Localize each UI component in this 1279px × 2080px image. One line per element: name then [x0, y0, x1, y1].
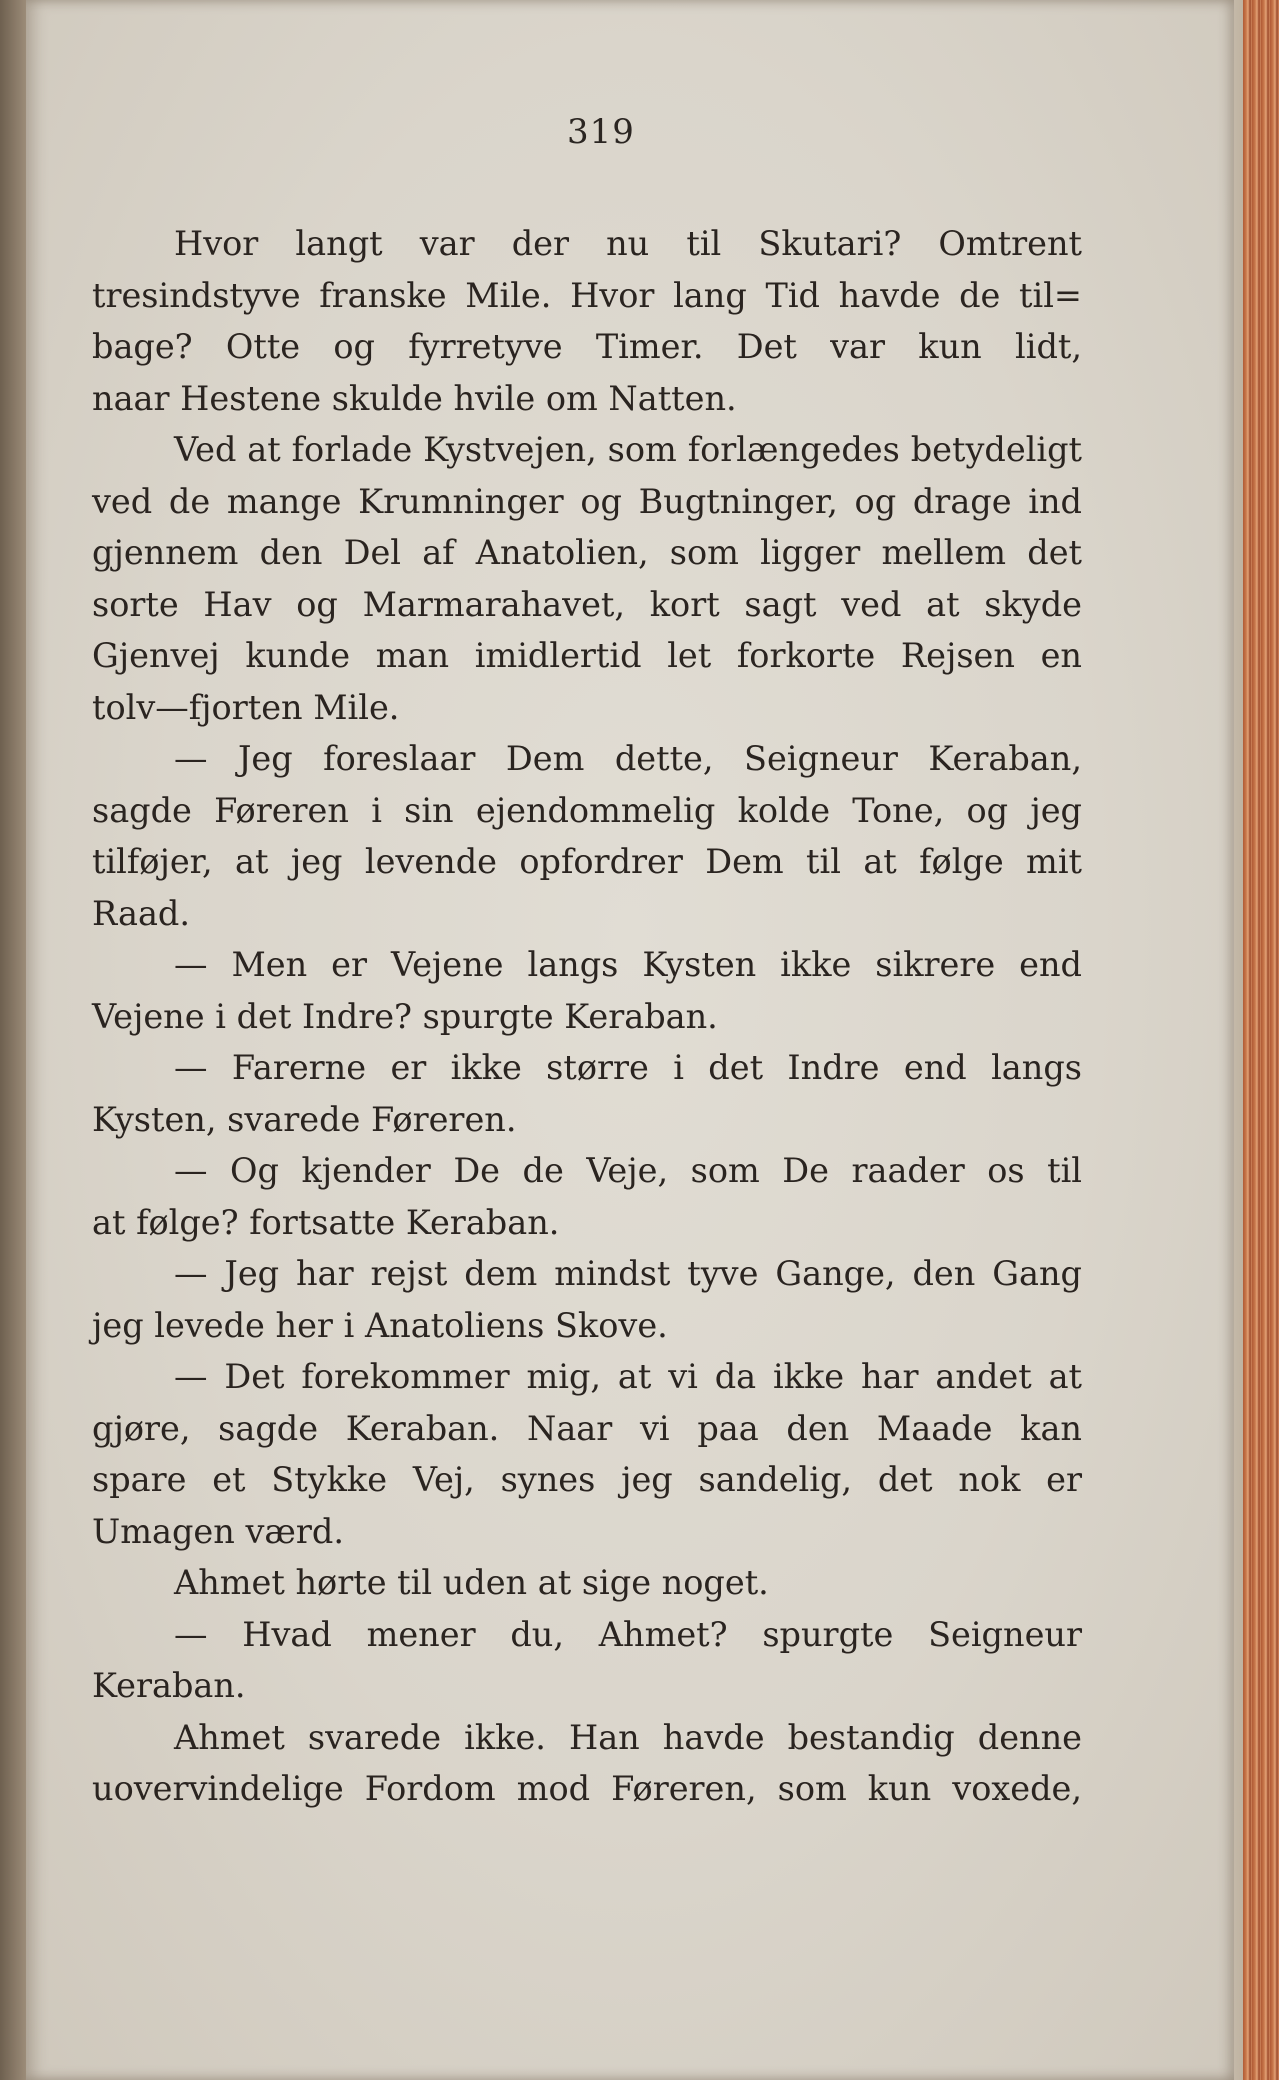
text-line: uovervindelige Fordom mod Føreren, som kun voxede, [92, 1769, 1082, 1808]
text-line: Hvor langt var der nu til Skutari? Omtrent [174, 224, 1082, 263]
text-line: Kysten, svarede Føreren. [92, 1099, 517, 1139]
body-text [92, 218, 1082, 1815]
text-line: Umagen værd. [92, 1511, 344, 1551]
page-edge [1243, 0, 1279, 2080]
text-line: — Men er Vejene langs Kysten ikke sikrere end [174, 945, 1082, 984]
text-line: gjøre, sagde Keraban. Naar vi paa den Maade kan [92, 1408, 1082, 1448]
text-line: tolv—fjorten Mile. [92, 687, 400, 727]
text-line: Vejene i det Indre? spurgte Keraban. [92, 996, 718, 1036]
text-line: — Jeg foreslaar Dem dette, Seigneur Keraban, [174, 739, 1082, 778]
text-line: Keraban. [92, 1666, 246, 1705]
page-number: 319 [567, 112, 635, 152]
text-line: sorte Hav og Marmarahavet, kort sagt ved at skyde [92, 584, 1082, 624]
text-line: — Det forekommer mig, at vi da ikke har andet at [174, 1357, 1082, 1396]
text-line: Ahmet svarede ikke. Han havde bestandig denne [174, 1717, 1082, 1757]
text-line: — Jeg har rejst dem mindst tyve Gange, den Gang [174, 1254, 1082, 1293]
text-line: — Hvad mener du, Ahmet? spurgte Seigneur [174, 1614, 1082, 1654]
text-line: sagde Føreren i sin ejendommelig kolde Tone, og jeg [92, 790, 1082, 830]
text-line: tilføjer, at jeg levende opfordrer Dem til at følge mit [92, 842, 1082, 881]
text-line: jeg levede her i Anatoliens Skove. [92, 1305, 668, 1345]
text-line: Gjenvej kunde man imidlertid let forkorte Rejsen en [92, 636, 1082, 675]
text-line: bage? Otte og fyrretyve Timer. Det var kun lidt, [92, 327, 1082, 366]
text-line: gjennem den Del af Anatolien, som ligger mellem det [92, 533, 1082, 572]
text-line: ved de mange Krumninger og Bugtninger, og drage ind [92, 481, 1082, 521]
text-line: — Farerne er ikke større i det Indre end langs [174, 1048, 1082, 1087]
text-line: Raad. [92, 893, 191, 933]
text-line: Ahmet hørte til uden at sige noget. [174, 1563, 769, 1602]
text-line: naar Hestene skulde hvile om Natten. [92, 378, 737, 418]
text-line: spare et Stykke Vej, synes jeg sandelig, det nok er [92, 1460, 1082, 1499]
text-line: — Og kjender De de Veje, som De raader os til [174, 1151, 1082, 1190]
text-line: at følge? fortsatte Keraban. [92, 1202, 560, 1242]
text-line: Ved at forlade Kystvejen, som forlængedes betydeligt [174, 430, 1082, 469]
text-line: tresindstyve franske Mile. Hvor lang Tid havde de til= [92, 275, 1082, 315]
book-page [26, 0, 1234, 2080]
